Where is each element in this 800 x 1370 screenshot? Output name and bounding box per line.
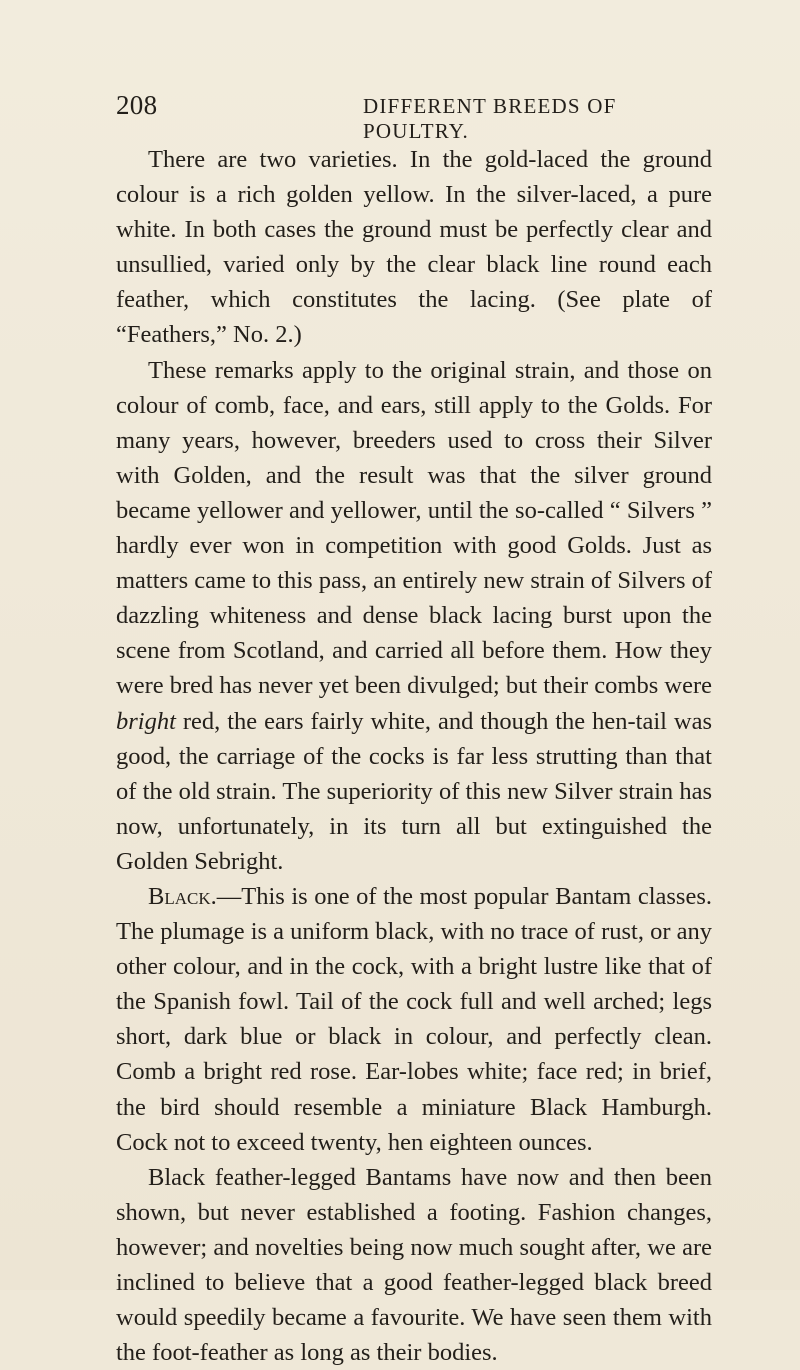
paragraph-feather-legged: Black feather-legged Bantams have now and then been shown, but never established a footing. Fashion changes, however; and novelties being now much sought after, we are inclined to believe that a good feather-legged black breed would speedily became a favourite. We have seen them with the foot-feather as long as their bodies. [116,1163,712,1367]
paragraph-text: These remarks apply to the original strain, and those on colour of comb, face, and ears, still apply to the Golds. For many years, however, breeders used to cross their Silver with Golden, and the result was that the silver ground became yellower and yellower, until the so-called “ Silvers ” hardly ever won in competition with good Golds. Just as matters came to this pass, an entirely new strain of Silvers of dazzling whiteness and dense black lacing burst upon the scene from Scotland, and carried all before them. How they were bred has never yet been divulged; but their combs were [116,356,713,700]
emphasis-text: bright [116,707,176,735]
paragraph-original-strain [116,353,712,879]
body-text [116,142,712,1370]
page-number: 208 [116,90,158,120]
paragraph-text: —This is one of the most popular Bantam classes. The plumage is a uniform black, with no trace of rust, or any other colour, and in the cock, with a bright lustre like that of the Spanish fowl. Tail of the cock full and well arched; legs short, dark blue or black in colour, and perfectly clean. Comb a bright red rose. Ear-lobes white; face red; in brief, the bird should resemble a miniature Black Hamburgh. Cock not to exceed twenty, hen eighteen ounces. [116,882,712,1156]
running-title: DIFFERENT BREEDS OF POULTRY. [363,94,617,143]
paragraph-gold-silver-laced: There are two varieties. In the gold-laced the ground colour is a rich golden yellow. In the silver-laced, a pure white. In both cases the ground must be perfectly clear and unsullied, varied only by the clear black line round each feather, which constitutes the lacing. (See plate of “Feathers,” No. 2.) [116,146,712,349]
section-lead-black: Black. [148,882,217,910]
paragraph-black-bantam [116,879,712,1160]
paragraph-text: red, the ears fairly white, and though the hen-tail was good, the carriage of the cocks is far less strutting than that of the old strain. The superiority of this new Silver strain has now, unfortunately, in its turn all but extinguished the Golden Sebright. [116,707,712,875]
page-header [116,90,712,143]
